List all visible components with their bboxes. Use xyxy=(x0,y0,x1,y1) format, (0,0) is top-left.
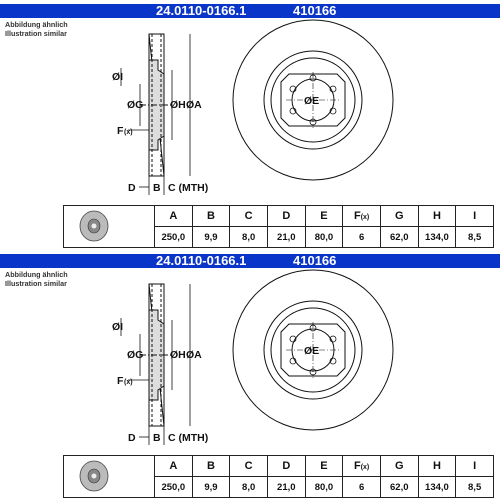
col-header-G: G xyxy=(380,456,418,477)
col-header-H: H xyxy=(418,206,456,227)
value-C: 8,0 xyxy=(230,227,268,248)
col-header-E: E xyxy=(305,206,343,227)
part-number: 24.0110-0166.1 xyxy=(156,3,247,18)
col-header-F xyxy=(343,456,381,477)
dim-label-H: ØH xyxy=(170,99,186,111)
value-F: 6 xyxy=(343,477,381,498)
col-header-A: A xyxy=(155,456,193,477)
col-header-F-letter: F xyxy=(353,460,361,472)
dim-label-F: F xyxy=(117,125,124,137)
dim-label-F-sub: (x) xyxy=(124,129,133,136)
note-line-de: Abbildung ähnlich xyxy=(5,20,68,29)
spec-header-row xyxy=(64,206,494,227)
value-D: 21,0 xyxy=(267,227,305,248)
value-B: 9,9 xyxy=(192,227,230,248)
dim-label-H: ØH xyxy=(170,349,186,361)
dim-label-D: D xyxy=(128,182,136,194)
col-header-F-sub: (x) xyxy=(360,214,370,221)
dim-label-E: ØE xyxy=(304,95,320,107)
dim-label-G: ØG xyxy=(127,99,144,111)
dim-label-I: ØI xyxy=(112,321,124,333)
reference-number: 410166 xyxy=(293,3,337,18)
disc-thumbnail xyxy=(64,206,155,248)
col-header-I: I xyxy=(456,456,494,477)
part-number: 24.0110-0166.1 xyxy=(156,253,247,268)
value-G: 62,0 xyxy=(380,477,418,498)
dim-label-F-sub: (x) xyxy=(124,379,133,386)
value-I: 8,5 xyxy=(456,227,494,248)
value-H: 134,0 xyxy=(418,477,456,498)
dim-label-B: B xyxy=(153,432,161,444)
note-line-en: Illustration similar xyxy=(5,279,67,288)
col-header-C: C xyxy=(230,456,268,477)
note-line-en: Illustration similar xyxy=(5,29,67,38)
value-E: 80,0 xyxy=(305,227,343,248)
col-header-C: C xyxy=(230,206,268,227)
reference-number: 410166 xyxy=(293,253,337,268)
value-I: 8,5 xyxy=(456,477,494,498)
col-header-A: A xyxy=(155,206,193,227)
spec-table xyxy=(63,205,494,248)
disc-cross-section xyxy=(140,34,172,176)
dim-label-G: ØG xyxy=(127,349,144,361)
dim-label-F: F xyxy=(117,375,124,387)
col-header-I: I xyxy=(456,206,494,227)
spec-header-row xyxy=(64,456,494,477)
dim-label-B: B xyxy=(153,182,161,194)
dim-label-A: ØA xyxy=(186,349,202,361)
col-header-E: E xyxy=(305,456,343,477)
disc-cross-section xyxy=(140,284,172,426)
col-header-D: D xyxy=(267,456,305,477)
col-header-B: B xyxy=(192,456,230,477)
col-header-D: D xyxy=(267,206,305,227)
value-G: 62,0 xyxy=(380,227,418,248)
col-header-F-sub: (x) xyxy=(360,464,370,471)
value-D: 21,0 xyxy=(267,477,305,498)
value-F: 6 xyxy=(343,227,381,248)
note-line-de: Abbildung ähnlich xyxy=(5,270,68,279)
col-header-H: H xyxy=(418,456,456,477)
dim-label-D: D xyxy=(128,432,136,444)
spec-table xyxy=(63,455,494,498)
dim-label-C: C (MTH) xyxy=(168,182,209,194)
col-header-F xyxy=(343,206,381,227)
col-header-B: B xyxy=(192,206,230,227)
col-header-F-letter: F xyxy=(353,210,361,222)
value-A: 250,0 xyxy=(155,477,193,498)
dim-label-I: ØI xyxy=(112,71,124,83)
disc-thumbnail xyxy=(64,456,155,498)
dim-label-A: ØA xyxy=(186,99,202,111)
value-A: 250,0 xyxy=(155,227,193,248)
dim-label-C: C (MTH) xyxy=(168,432,209,444)
value-H: 134,0 xyxy=(418,227,456,248)
value-E: 80,0 xyxy=(305,477,343,498)
dim-label-E: ØE xyxy=(304,345,320,357)
col-header-G: G xyxy=(380,206,418,227)
disc-thumbnail-icon xyxy=(72,209,144,243)
value-B: 9,9 xyxy=(192,477,230,498)
disc-thumbnail-icon xyxy=(72,459,144,493)
datasheet-bottom xyxy=(0,250,500,500)
value-C: 8,0 xyxy=(230,477,268,498)
